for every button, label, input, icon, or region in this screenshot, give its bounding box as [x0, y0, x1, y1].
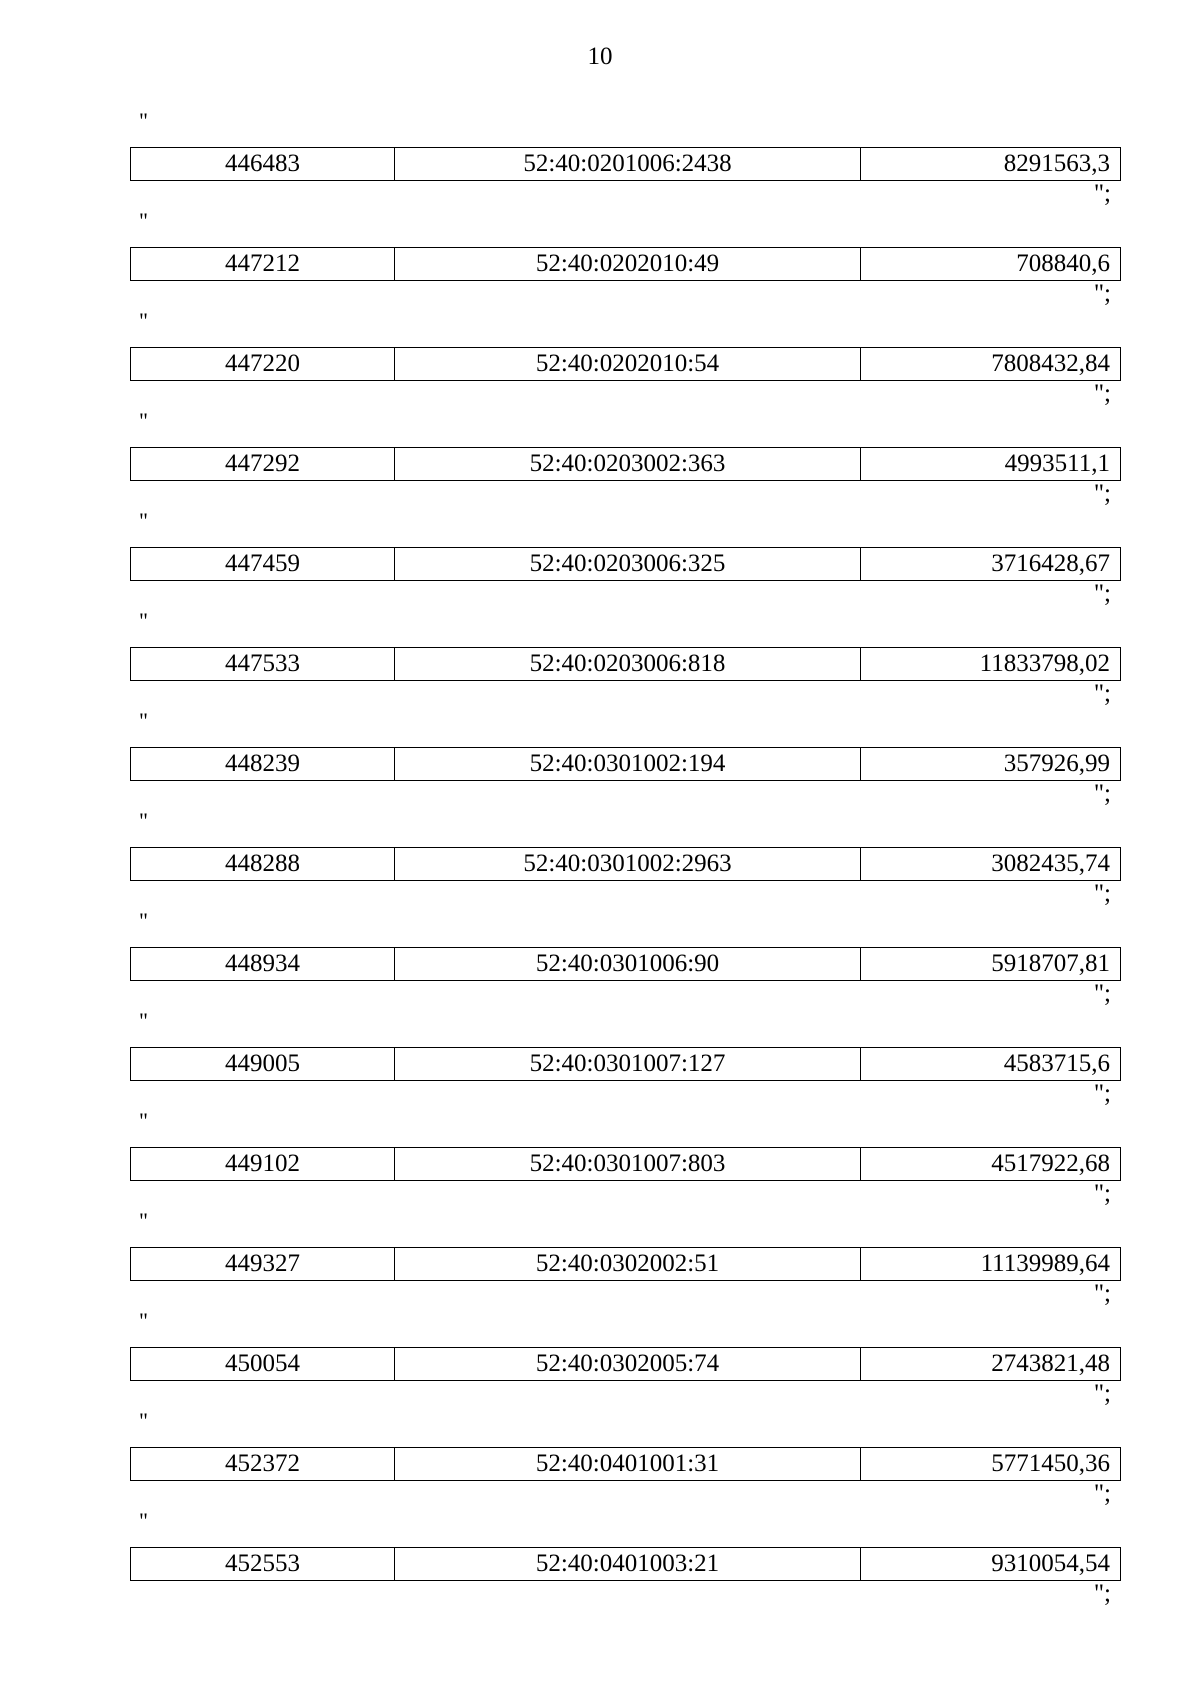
- close-quote: ";: [1093, 680, 1111, 707]
- close-quote: ";: [1093, 1480, 1111, 1507]
- table-row: [130, 1247, 1121, 1281]
- list-item: [130, 408, 1121, 508]
- value-cell: 2743821,48: [991, 1350, 1110, 1377]
- cadastral-number-cell: 52:40:0302002:51: [395, 1248, 861, 1280]
- cadastral-number-cell: 52:40:0301002:194: [395, 748, 861, 780]
- row-id-cell: 449005: [131, 1048, 395, 1080]
- value-cell: 3082435,74: [991, 850, 1110, 877]
- list-item: [130, 1508, 1121, 1608]
- table-row: [130, 1047, 1121, 1081]
- table-row: [130, 1547, 1121, 1581]
- page-number: 10: [587, 43, 613, 70]
- open-quote: ": [139, 1408, 148, 1433]
- open-quote: ": [139, 608, 148, 633]
- row-id-cell: 449327: [131, 1248, 395, 1280]
- value-cell: 9310054,54: [991, 1550, 1110, 1577]
- value-cell: 3716428,67: [991, 550, 1110, 577]
- table-row: [130, 447, 1121, 481]
- close-quote: ";: [1093, 380, 1111, 407]
- cadastral-number-cell: 52:40:0301007:127: [395, 1048, 861, 1080]
- row-id-cell: 452372: [131, 1448, 395, 1480]
- list-item: [130, 808, 1121, 908]
- cadastral-number-cell: 52:40:0401001:31: [395, 1448, 861, 1480]
- open-quote: ": [139, 1308, 148, 1333]
- open-quote: ": [139, 1108, 148, 1133]
- row-id-cell: 449102: [131, 1148, 395, 1180]
- cadastral-number-cell: 52:40:0301007:803: [395, 1148, 861, 1180]
- cadastral-number-cell: 52:40:0302005:74: [395, 1348, 861, 1380]
- open-quote: ": [139, 808, 148, 833]
- value-cell: 8291563,3: [1003, 150, 1110, 177]
- value-cell: 357926,99: [1003, 750, 1110, 777]
- cadastral-number-cell: 52:40:0203006:818: [395, 648, 861, 680]
- open-quote: ": [139, 1008, 148, 1033]
- list-item: [130, 308, 1121, 408]
- table-row: [130, 1347, 1121, 1381]
- close-quote: ";: [1093, 1580, 1111, 1607]
- table-row: [130, 147, 1121, 181]
- table-row: [130, 247, 1121, 281]
- open-quote: ": [139, 308, 148, 333]
- cadastral-number-cell: 52:40:0203002:363: [395, 448, 861, 480]
- close-quote: ";: [1093, 280, 1111, 307]
- cadastral-number-cell: 52:40:0301002:2963: [395, 848, 861, 880]
- cadastral-number-cell: 52:40:0203006:325: [395, 548, 861, 580]
- list-item: [130, 508, 1121, 608]
- close-quote: ";: [1093, 580, 1111, 607]
- list-item: [130, 1008, 1121, 1108]
- table-row: [130, 347, 1121, 381]
- entries-list: [130, 108, 1121, 1608]
- table-row: [130, 947, 1121, 981]
- row-id-cell: 447292: [131, 448, 395, 480]
- list-item: [130, 1108, 1121, 1208]
- close-quote: ";: [1093, 880, 1111, 907]
- value-cell: 7808432,84: [991, 350, 1110, 377]
- value-cell: 708840,6: [1016, 250, 1110, 277]
- value-cell: 11139989,64: [980, 1250, 1110, 1277]
- table-row: [130, 547, 1121, 581]
- table-row: [130, 647, 1121, 681]
- row-id-cell: 447459: [131, 548, 395, 580]
- row-id-cell: 447220: [131, 348, 395, 380]
- close-quote: ";: [1093, 480, 1111, 507]
- value-cell: 11833798,02: [979, 650, 1110, 677]
- row-id-cell: 450054: [131, 1348, 395, 1380]
- open-quote: ": [139, 1508, 148, 1533]
- open-quote: ": [139, 108, 148, 133]
- row-id-cell: 447212: [131, 248, 395, 280]
- open-quote: ": [139, 1208, 148, 1233]
- list-item: [130, 1208, 1121, 1308]
- row-id-cell: 446483: [131, 148, 395, 180]
- value-cell: 4517922,68: [991, 1150, 1110, 1177]
- open-quote: ": [139, 208, 148, 233]
- cadastral-number-cell: 52:40:0202010:49: [395, 248, 861, 280]
- value-cell: 5771450,36: [991, 1450, 1110, 1477]
- cadastral-number-cell: 52:40:0201006:2438: [395, 148, 861, 180]
- list-item: [130, 208, 1121, 308]
- list-item: [130, 908, 1121, 1008]
- value-cell: 4583715,6: [1003, 1050, 1110, 1077]
- table-row: [130, 747, 1121, 781]
- list-item: [130, 608, 1121, 708]
- open-quote: ": [139, 908, 148, 933]
- row-id-cell: 447533: [131, 648, 395, 680]
- list-item: [130, 708, 1121, 808]
- list-item: [130, 108, 1121, 208]
- value-cell: 4993511,1: [1004, 450, 1110, 477]
- open-quote: ": [139, 408, 148, 433]
- cadastral-number-cell: 52:40:0301006:90: [395, 948, 861, 980]
- close-quote: ";: [1093, 1080, 1111, 1107]
- row-id-cell: 448288: [131, 848, 395, 880]
- row-id-cell: 448934: [131, 948, 395, 980]
- close-quote: ";: [1093, 1380, 1111, 1407]
- close-quote: ";: [1093, 780, 1111, 807]
- open-quote: ": [139, 508, 148, 533]
- open-quote: ": [139, 708, 148, 733]
- close-quote: ";: [1093, 980, 1111, 1007]
- close-quote: ";: [1093, 180, 1111, 207]
- list-item: [130, 1408, 1121, 1508]
- row-id-cell: 452553: [131, 1548, 395, 1580]
- close-quote: ";: [1093, 1180, 1111, 1207]
- cadastral-number-cell: 52:40:0401003:21: [395, 1548, 861, 1580]
- close-quote: ";: [1093, 1280, 1111, 1307]
- table-row: [130, 1147, 1121, 1181]
- cadastral-number-cell: 52:40:0202010:54: [395, 348, 861, 380]
- table-row: [130, 1447, 1121, 1481]
- table-row: [130, 847, 1121, 881]
- list-item: [130, 1308, 1121, 1408]
- row-id-cell: 448239: [131, 748, 395, 780]
- value-cell: 5918707,81: [991, 950, 1110, 977]
